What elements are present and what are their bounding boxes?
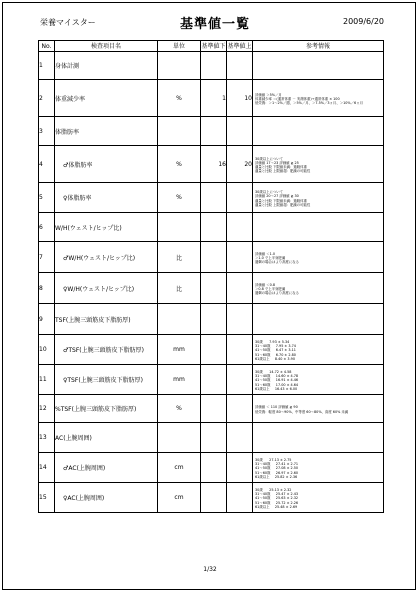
row-unit: cm (158, 483, 201, 513)
ref-text: 30歳 14.72 ± 4.58 31～40歳 14.60 ± 4.78 41～50歳 16.91 ± 4.46 51～60歳 17.00 ± 4.64 61歳以上 16.43 ± 6.00 (255, 369, 299, 391)
row-upper (227, 395, 253, 423)
row-no: 2 (39, 80, 55, 117)
table-header-row (39, 41, 384, 52)
table-row (39, 146, 384, 183)
app-name: 栄養マイスター (40, 18, 96, 27)
row-item: ♀AC(上腕周囲) (55, 483, 158, 513)
row-unit (158, 423, 201, 453)
row-upper (227, 304, 253, 335)
row-no: 3 (39, 117, 55, 146)
col-no: No. (39, 41, 55, 52)
row-lower (201, 395, 227, 423)
row-upper (227, 52, 253, 80)
ref-text: 30歳 25.13 ± 2.32 31～40歳 25.47 ± 2.43 41～50歳 25.63 ± 2.32 51～60歳 25.72 ± 2.26 61歳以上 25.48 ± 2.69 (255, 487, 299, 509)
row-item: ♀W/H(ウェスト/ヒップ比) (55, 273, 158, 304)
table-row (39, 213, 384, 242)
ref-text: 30歳 7.93 ± 5.34 31～40歳 7.95 ± 3.74 41～50歳 6.47 ± 3.11 51～60歳 6.70 ± 2.80 61歳以上 8.40 ± 3.90 (255, 339, 296, 361)
row-unit: % (158, 146, 201, 183)
row-no: 6 (39, 213, 55, 242)
col-upper: 基準値上 (227, 42, 252, 50)
row-lower (201, 273, 227, 304)
reference-table (38, 40, 384, 513)
table-row (39, 483, 384, 513)
row-item: 身体計測 (55, 52, 158, 80)
row-unit: % (158, 80, 201, 117)
row-upper (227, 483, 253, 513)
row-item: ♀TSF(上腕三頭筋皮下脂肪厚) (55, 365, 158, 395)
table-row (39, 395, 384, 423)
row-no: 1 (39, 52, 55, 80)
ref-text: 評価値 ＜0.8 ＞0.8 で上半身肥満 過剰の場合はより高度になる (255, 282, 300, 296)
ref-text (253, 130, 383, 132)
row-ref (253, 117, 384, 146)
row-ref (253, 183, 384, 213)
row-item: W/H(ウェスト/ヒップ比) (55, 213, 158, 242)
row-lower (201, 183, 227, 213)
row-item: ♂体脂肪率 (55, 146, 158, 183)
row-ref (253, 335, 384, 365)
row-item: %TSF(上腕三頭筋皮下脂肪厚) (55, 395, 158, 423)
ref-text (253, 318, 383, 320)
row-no: 12 (39, 395, 55, 423)
table-row (39, 335, 384, 365)
row-no: 14 (39, 453, 55, 483)
row-upper (227, 335, 253, 365)
row-upper (227, 183, 253, 213)
row-lower (201, 52, 227, 80)
row-upper (227, 273, 253, 304)
table-row (39, 183, 384, 213)
ref-text: 評価値 ＜1.0 ＞1.0 で上半身肥満 過剰の場合はより高度になる (255, 251, 300, 265)
row-no: 4 (39, 146, 55, 183)
ref-text: 30歳以上について 評価値 20～27 評価値 ≧ 30 適量と比較 下限値未満：過軽体重 適量と比較 上限値超：肥満の可能性 (255, 190, 311, 207)
row-item: 体重減少率 (55, 80, 158, 117)
ref-text (253, 65, 383, 67)
row-lower (201, 483, 227, 513)
row-item: AC(上腕周囲) (55, 423, 158, 453)
row-item: ♂TSF(上腕三頭筋皮下脂肪厚) (55, 335, 158, 365)
table-row (39, 52, 384, 80)
page-number: 1/32 (203, 566, 217, 573)
row-ref (253, 242, 384, 273)
row-upper (227, 453, 253, 483)
row-lower: 1 (201, 80, 227, 117)
row-unit (158, 213, 201, 242)
row-lower (201, 365, 227, 395)
col-unit: 単位 (158, 41, 201, 52)
ref-text (253, 226, 383, 228)
ref-text: 評価値 ＞5%／月 体重減少率 ＝(通常体重 － 実測体重)÷通常体重 × 100 低栄養：＞1～2%／週、＞5%／月、＞7.5%／3ヵ月、＞10%／6ヵ月 (255, 92, 363, 106)
row-lower (201, 335, 227, 365)
row-lower (201, 117, 227, 146)
row-upper (227, 117, 253, 146)
row-lower (201, 304, 227, 335)
row-no: 5 (39, 183, 55, 213)
col-ref: 参考情報 (253, 41, 384, 52)
page-title: 基準値一覧 (180, 17, 251, 32)
row-upper: 20 (227, 146, 253, 183)
row-lower (201, 453, 227, 483)
row-lower (201, 423, 227, 453)
row-upper: 10 (227, 80, 253, 117)
row-unit: 比 (158, 242, 201, 273)
row-ref (253, 146, 384, 183)
table-row (39, 80, 384, 117)
ref-text: 30歳 27.13 ± 2.75 31～40歳 27.41 ± 2.71 41～50歳 27.08 ± 2.50 51～60歳 26.97 ± 2.60 61歳以上 25.82 ± 2.36 (255, 457, 299, 479)
row-no: 7 (39, 242, 55, 273)
table-row (39, 365, 384, 395)
row-unit: mm (158, 365, 201, 395)
col-lower: 基準値下 (201, 42, 226, 50)
row-ref (253, 365, 384, 395)
row-ref (253, 395, 384, 423)
row-no: 11 (39, 365, 55, 395)
ref-text (253, 437, 383, 439)
row-ref (253, 213, 384, 242)
row-upper (227, 423, 253, 453)
row-item: ♂W/H(ウェスト/ヒップ比) (55, 242, 158, 273)
row-unit: % (158, 395, 201, 423)
row-unit: mm (158, 335, 201, 365)
ref-text: 30歳以上について 評価値 17～23 評価値 ≧ 25 適量と比較 下限値未満：過軽体重 適量と比較 上限値超：肥満の可能性 (255, 156, 311, 174)
row-no: 13 (39, 423, 55, 453)
col-item: 検査項目名 (55, 41, 158, 52)
row-ref (253, 453, 384, 483)
row-unit (158, 52, 201, 80)
row-no: 9 (39, 304, 55, 335)
row-unit (158, 117, 201, 146)
row-no: 15 (39, 483, 55, 513)
row-no: 10 (39, 335, 55, 365)
row-ref (253, 80, 384, 117)
report-date: 2009/6/20 (343, 17, 385, 26)
row-upper (227, 365, 253, 395)
table-row (39, 117, 384, 146)
row-ref (253, 304, 384, 335)
row-ref (253, 483, 384, 513)
row-ref (253, 273, 384, 304)
row-ref (253, 52, 384, 80)
row-unit: 比 (158, 273, 201, 304)
row-item: ♀体脂肪率 (55, 183, 158, 213)
row-lower (201, 242, 227, 273)
row-lower: 16 (201, 146, 227, 183)
table-row (39, 453, 384, 483)
table-row (39, 273, 384, 304)
row-upper (227, 242, 253, 273)
row-upper (227, 213, 253, 242)
ref-text: 評価値 ＜ 110 評価値 ≧ 90 低栄養：軽度 80～90%、中等度 60～80%、高度 60% 未満 (255, 405, 349, 414)
row-item: 体脂肪率 (55, 117, 158, 146)
row-no: 8 (39, 273, 55, 304)
row-unit: cm (158, 453, 201, 483)
row-ref (253, 423, 384, 453)
table-row (39, 304, 384, 335)
row-unit (158, 304, 201, 335)
row-unit: % (158, 183, 201, 213)
row-item: ♂AC(上腕周囲) (55, 453, 158, 483)
row-item: TSF(上腕三頭筋皮下脂肪厚) (55, 304, 158, 335)
table-row (39, 423, 384, 453)
row-lower (201, 213, 227, 242)
table-row (39, 242, 384, 273)
